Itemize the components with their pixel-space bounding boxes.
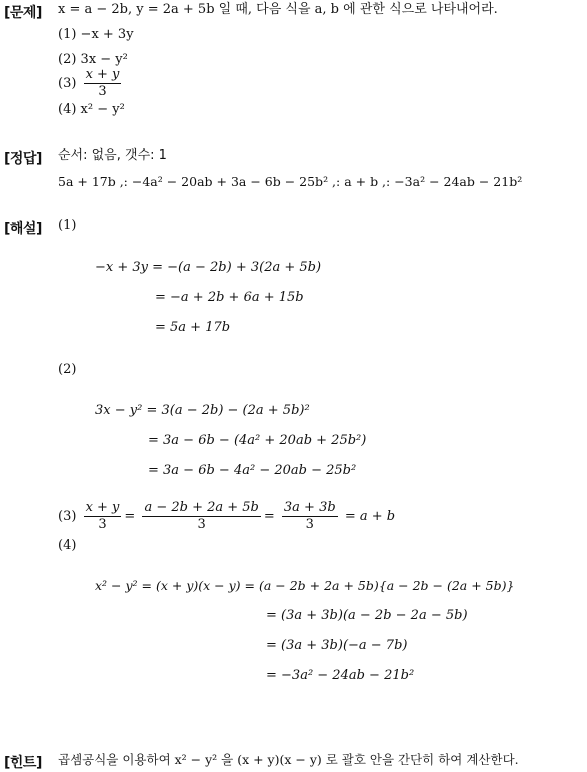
problem-item-1: (1) −x + 3y (58, 27, 134, 42)
fraction-numerator: x + y (85, 500, 120, 515)
fraction-denominator: 3 (98, 517, 107, 532)
fraction-denominator: 3 (197, 517, 206, 532)
problem-label: [문제] (4, 5, 42, 21)
solution-part4-label: (4) (58, 538, 77, 553)
hint-text: 곱셈공식을 이용하여 x² − y² 을 (x + y)(x − y) 로 괄호 안을 간단히 하여 계산한다. (58, 752, 519, 767)
solution-part4-line2: = (3a + 3b)(a − 2b − 2a − 5b) (266, 608, 468, 623)
problem-item-4: (4) x² − y² (58, 102, 125, 117)
solution-part1-line3: = 5a + 17b (155, 320, 231, 335)
solution-part4-line3: = (3a + 3b)(−a − 7b) (266, 638, 408, 653)
problem-item-2: (2) 3x − y² (58, 52, 128, 67)
fraction-denominator: 3 (305, 517, 314, 532)
solution-part1-label: (1) (58, 218, 77, 233)
answer-order-info: 순서: 없음, 갯수: 1 (58, 148, 167, 163)
solution-part3-frac1 (84, 501, 122, 532)
fraction-numerator: a − 2b + 2a + 5b (144, 500, 259, 515)
solution-part3-frac2 (142, 501, 260, 532)
hint-label: [힌트] (4, 755, 42, 771)
solution-part3-result: = a + b (344, 509, 396, 524)
fraction-numerator: 3a + 3b (283, 500, 336, 515)
problem-item-3-fraction (84, 68, 122, 99)
answer-values: 5a + 17b ,: −4a² − 20ab + 3a − 6b − 25b² ,: a + b ,: −3a² − 24ab − 21b² (58, 174, 523, 189)
answer-label: [정답] (4, 151, 42, 167)
solution-part1-line2: = −a + 2b + 6a + 15b (155, 290, 304, 305)
solution-part3-label: (3) (58, 509, 77, 524)
solution-part4-line1: x² − y² = (x + y)(x − y) = (a − 2b + 2a + 5b){a − 2b − (2a + 5b)} (95, 578, 515, 593)
problem-item-3 (58, 68, 124, 99)
solution-part2-line3: = 3a − 6b − 4a² − 20ab − 25b² (148, 463, 357, 478)
solution-part3-frac3 (282, 501, 338, 532)
solution-part3: (3) $\frac{x + y}{3}$ = $\frac{a - 2b + 2a + 5b}{3}$ = $\frac{3a + 3b}{3}$ = a + b (58, 500, 396, 532)
solution-label: [해설] (4, 221, 42, 237)
problem-item-3-label: (3) (58, 76, 77, 91)
fraction-denominator: 3 (98, 84, 107, 99)
solution-part4-line4: = −3a² − 24ab − 21b² (266, 668, 415, 683)
fraction-numerator: x + y (85, 67, 120, 82)
problem-statement: x = a − 2b, y = 2a + 5b 일 때, 다음 식을 a, b 에 관한 식으로 나타내어라. (58, 2, 498, 17)
solution-part2-label: (2) (58, 362, 77, 377)
solution-part2-line1: 3x − y² = 3(a − 2b) − (2a + 5b)² (95, 403, 310, 418)
solution-part2-line2: = 3a − 6b − (4a² + 20ab + 25b²) (148, 433, 367, 448)
solution-part1-line1: −x + 3y = −(a − 2b) + 3(2a + 5b) (95, 260, 322, 275)
